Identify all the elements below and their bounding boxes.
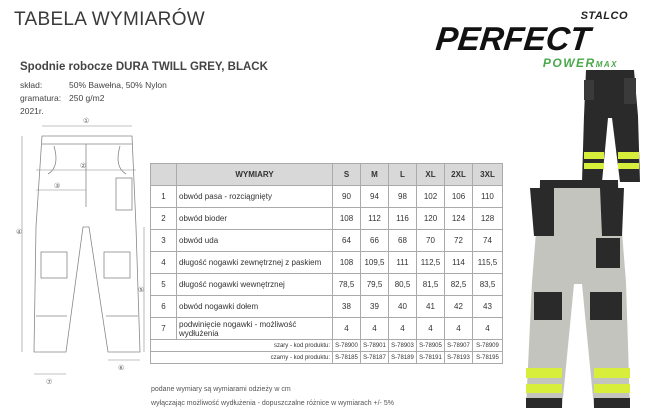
table-row bbox=[151, 318, 503, 340]
table-cell: 108 bbox=[333, 208, 361, 230]
table-row bbox=[151, 230, 503, 252]
table-row bbox=[151, 208, 503, 230]
diagram-marker: ⑦ bbox=[46, 378, 53, 386]
table-cell: 5 bbox=[151, 274, 177, 296]
table-header-row bbox=[151, 164, 503, 186]
header-size: XL bbox=[417, 164, 445, 186]
page-title: TABELA WYMIARÓW bbox=[14, 9, 206, 30]
table-row bbox=[151, 186, 503, 208]
table-cell bbox=[151, 340, 177, 352]
table-cell: 4 bbox=[473, 318, 503, 340]
table-cell: 40 bbox=[389, 296, 417, 318]
table-cell: 128 bbox=[473, 208, 503, 230]
table-cell: 115,5 bbox=[473, 252, 503, 274]
table-cell: 70 bbox=[417, 230, 445, 252]
table-cell: długość nogawki wewnętrznej bbox=[177, 274, 333, 296]
table-cell: 3 bbox=[151, 230, 177, 252]
brand-logo bbox=[436, 10, 636, 70]
table-cell: S-78905 bbox=[417, 340, 445, 352]
table-cell: długość nogawki zewnętrznej z paskiem bbox=[177, 252, 333, 274]
header-size: 2XL bbox=[445, 164, 473, 186]
spec-year: 2021r. bbox=[20, 106, 44, 116]
table-cell: szary - kod produktu: bbox=[177, 340, 333, 352]
table-cell: obwód pasa - rozciągnięty bbox=[177, 186, 333, 208]
grey-pants-photo bbox=[520, 172, 638, 412]
table-cell: S-78903 bbox=[389, 340, 417, 352]
table-cell: 111 bbox=[389, 252, 417, 274]
table-cell: 120 bbox=[417, 208, 445, 230]
table-cell: obwód uda bbox=[177, 230, 333, 252]
table-cell: 94 bbox=[361, 186, 389, 208]
table-cell: 68 bbox=[389, 230, 417, 252]
table-cell: S-78193 bbox=[445, 352, 473, 364]
table-cell: S-78907 bbox=[445, 340, 473, 352]
table-cell: 116 bbox=[389, 208, 417, 230]
header-label: WYMIARY bbox=[177, 164, 333, 186]
table-cell: 4 bbox=[361, 318, 389, 340]
table-cell: 81,5 bbox=[417, 274, 445, 296]
pants-technical-drawing bbox=[14, 112, 149, 414]
black-pants-photo bbox=[580, 66, 642, 184]
diagram-marker: ⑥ bbox=[118, 364, 125, 372]
header-size: S bbox=[333, 164, 361, 186]
table-cell: 43 bbox=[473, 296, 503, 318]
logo-line: POWERMAX bbox=[542, 56, 618, 70]
spec-composition: skład: 50% Bawełna, 50% Nylon bbox=[20, 80, 167, 90]
table-cell: obwód nogawki dołem bbox=[177, 296, 333, 318]
table-cell: 7 bbox=[151, 318, 177, 340]
table-cell: 41 bbox=[417, 296, 445, 318]
table-row bbox=[151, 274, 503, 296]
header-size: M bbox=[361, 164, 389, 186]
table-cell: czarny - kod produktu: bbox=[177, 352, 333, 364]
table-cell: 2 bbox=[151, 208, 177, 230]
table-cell: 98 bbox=[389, 186, 417, 208]
table-cell: S-78909 bbox=[473, 340, 503, 352]
table-cell bbox=[151, 164, 177, 186]
table-cell: 80,5 bbox=[389, 274, 417, 296]
diagram-marker: ① bbox=[83, 117, 90, 125]
table-cell: 74 bbox=[473, 230, 503, 252]
table-cell: 124 bbox=[445, 208, 473, 230]
table-row bbox=[151, 296, 503, 318]
product-name: Spodnie robocze DURA TWILL GREY, BLACK bbox=[20, 61, 268, 73]
product-code-row bbox=[151, 352, 503, 364]
diagram-marker: ③ bbox=[54, 182, 61, 190]
footnote-tolerance: wyłączając możliwość wydłużenia - dopuszczalne różnice w wymiarach +/- 5% bbox=[151, 400, 394, 407]
footnote-units: podane wymiary są wymiarami odzieży w cm bbox=[151, 386, 291, 393]
table-cell: S-78900 bbox=[333, 340, 361, 352]
table-cell: 39 bbox=[361, 296, 389, 318]
table-cell: S-78901 bbox=[361, 340, 389, 352]
table-cell: S-78191 bbox=[417, 352, 445, 364]
table-cell: 79,5 bbox=[361, 274, 389, 296]
table-cell: S-78195 bbox=[473, 352, 503, 364]
diagram-marker: ⑤ bbox=[138, 286, 145, 294]
table-cell: 72 bbox=[445, 230, 473, 252]
table-cell: S-78189 bbox=[389, 352, 417, 364]
table-cell: obwód bioder bbox=[177, 208, 333, 230]
table-row bbox=[151, 252, 503, 274]
table-cell: 4 bbox=[333, 318, 361, 340]
logo-brand: STALCO bbox=[580, 10, 628, 22]
table-cell: 109,5 bbox=[361, 252, 389, 274]
table-cell: 112 bbox=[361, 208, 389, 230]
table-cell: 4 bbox=[445, 318, 473, 340]
table-cell: 64 bbox=[333, 230, 361, 252]
table-cell: 78,5 bbox=[333, 274, 361, 296]
table-cell: S-78187 bbox=[361, 352, 389, 364]
table-cell: 83,5 bbox=[473, 274, 503, 296]
table-cell: 90 bbox=[333, 186, 361, 208]
table-cell: podwinięcie nogawki - możliwość wydłużenia bbox=[177, 318, 333, 340]
logo-name: PERFECT bbox=[434, 20, 593, 57]
table-cell: 82,5 bbox=[445, 274, 473, 296]
table-cell: S-78185 bbox=[333, 352, 361, 364]
table-cell: 114 bbox=[445, 252, 473, 274]
table-cell: 4 bbox=[417, 318, 445, 340]
size-table bbox=[150, 163, 503, 364]
spec-weight: gramatura: 250 g/m2 bbox=[20, 93, 105, 103]
table-cell: 38 bbox=[333, 296, 361, 318]
table-cell bbox=[151, 352, 177, 364]
diagram-marker: ④ bbox=[16, 228, 23, 236]
table-cell: 112,5 bbox=[417, 252, 445, 274]
diagram-marker: ② bbox=[80, 162, 87, 170]
table-cell: 102 bbox=[417, 186, 445, 208]
table-cell: 4 bbox=[151, 252, 177, 274]
table-cell: 1 bbox=[151, 186, 177, 208]
table-cell: 4 bbox=[389, 318, 417, 340]
table-cell: 66 bbox=[361, 230, 389, 252]
header-size: L bbox=[389, 164, 417, 186]
table-cell: 110 bbox=[473, 186, 503, 208]
table-cell: 42 bbox=[445, 296, 473, 318]
table-cell: 108 bbox=[333, 252, 361, 274]
product-code-row bbox=[151, 340, 503, 352]
header-size: 3XL bbox=[473, 164, 503, 186]
table-cell: 106 bbox=[445, 186, 473, 208]
table-cell: 6 bbox=[151, 296, 177, 318]
